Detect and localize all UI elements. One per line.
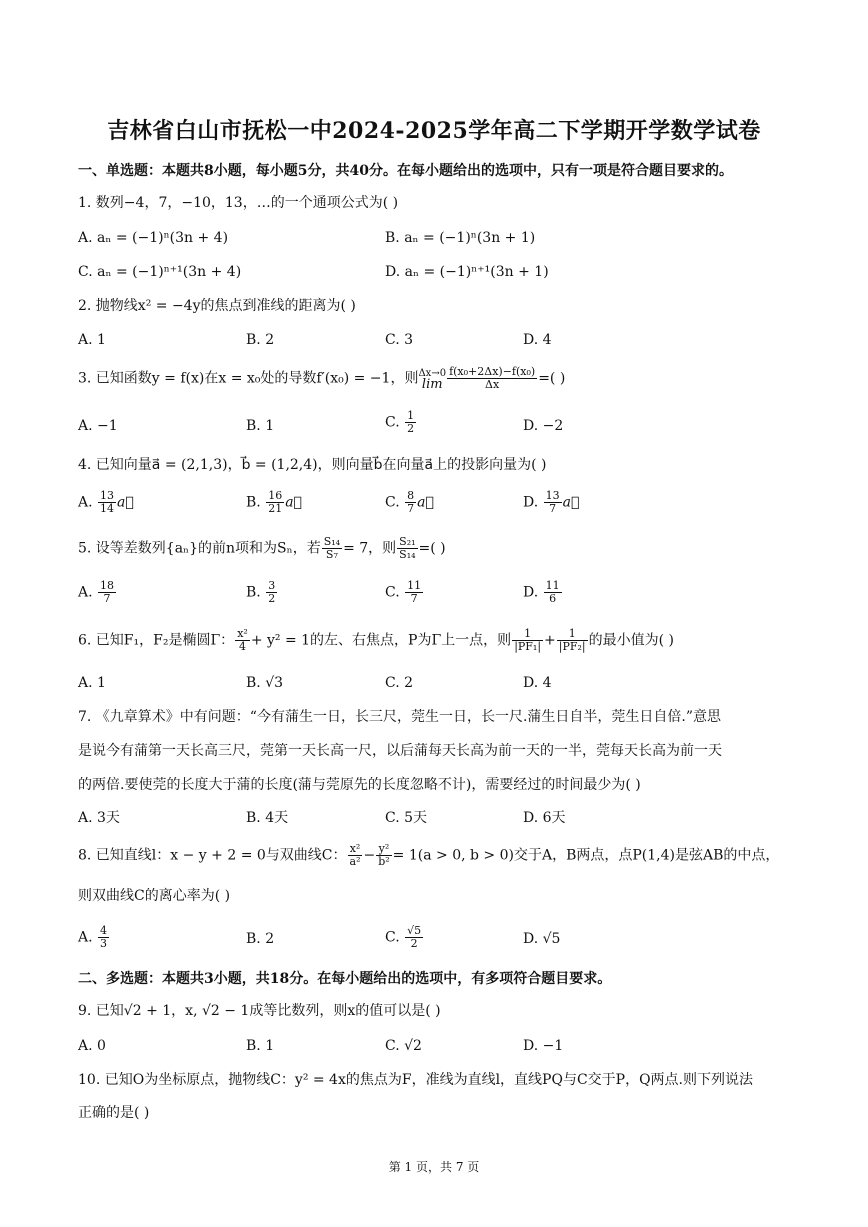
q7-line-2: 是说今有蒲第一天长高三尺，莞第一天长高一尺，以后蒲每天长高为前一天的一半，莞每天长高为前一天 <box>78 743 722 759</box>
q4-option-d: D. $\frac{13}{7}$ a⃗ <box>523 489 580 515</box>
q10-line-1: 10. 已知O为坐标原点，抛物线C：y² = 4x的焦点为F，准线为直线l，直线PQ与C交于P，Q两点.则下列说法 <box>78 1072 754 1088</box>
q9-stem: 9. 已知√2 + 1，x, √2 − 1成等比数列，则x的值可以是( ) <box>78 1003 441 1019</box>
q3-option-c: C. $\frac{1}{2}$ <box>385 409 415 435</box>
q9-option-a: A. 0 <box>78 1038 106 1054</box>
q1-option-a: A. aₙ = (−1)ⁿ(3n + 4) <box>78 230 229 246</box>
q8-option-a: A. $\frac{4}{3}$ <box>78 924 108 950</box>
q7-option-c: C. 5天 <box>385 810 428 826</box>
q1-stem: 1. 数列−4，7，−10，13，…的一个通项公式为( ) <box>78 195 399 211</box>
q3-option-d: D. −2 <box>523 418 564 434</box>
q5-option-b: B. $\frac{3}{2}$ <box>246 579 276 605</box>
q7-option-b: B. 4天 <box>246 810 289 826</box>
q7-line-3: 的两倍.要使莞的长度大于蒲的长度(蒲与莞原先的长度忽略不计)，需要经过的时间最少为( ) <box>78 777 641 793</box>
q4-option-b: B. $\frac{16}{21}$ a⃗ <box>246 489 302 515</box>
q3-stem-pre: 3. 已知函数y = f(x)在x = x₀处的导数f′(x₀) = −1，则 <box>78 370 419 387</box>
q7-line-1: 7. 《九章算术》中有问题：“今有蒲生一日，长三尺，莞生一日，长一尺.蒲生日自半，莞生日自倍.”意思 <box>78 709 722 725</box>
q2-option-d: D. 4 <box>523 332 552 348</box>
q3-option-b: B. 1 <box>246 418 275 434</box>
q4-option-c: C. $\frac{8}{7}$ a⃗ <box>385 489 434 515</box>
q4-stem: 4. 已知向量a⃗ = (2,1,3)，b⃗ = (1,2,4)，则向量b⃗在向量a⃗上的投影向量为( ) <box>78 457 547 473</box>
q7-option-a: A. 3天 <box>78 810 120 826</box>
q6-stem: 6. 已知F₁，F₂是椭圆Γ： $\frac{\text{x²}}{4}$ + y² = 1的左、右焦点，P为Γ上一点，则 $\frac{1}{\text{|PF₁|}}$ + $\frac{1}{\text{|PF₂|}}$ 的最小值为( ) <box>78 627 675 653</box>
q7-option-d: D. 6天 <box>523 810 566 826</box>
q1-option-d: D. aₙ = (−1)ⁿ⁺¹(3n + 1) <box>385 264 549 280</box>
q6-option-b: B. √3 <box>246 675 284 691</box>
q5-option-c: C. $\frac{11}{7}$ <box>385 579 422 605</box>
q2-option-c: C. 3 <box>385 332 414 348</box>
q2-option-a: A. 1 <box>78 332 106 348</box>
q9-option-c: C. √2 <box>385 1038 422 1054</box>
q9-option-b: B. 1 <box>246 1038 275 1054</box>
q3-fraction: $\frac{\text{f(x₀+2Δx)−f(x₀)}}{\Delta x}$ <box>449 365 536 391</box>
q1-option-c: C. aₙ = (−1)ⁿ⁺¹(3n + 4) <box>78 264 242 280</box>
q10-line-2: 正确的是( ) <box>78 1105 150 1121</box>
q8-option-c: C. $\frac{√5}{2}$ <box>385 924 422 950</box>
section-multi-choice: 二、多选题：本题共3小题，共18分。在每小题给出的选项中，有多项符合题目要求。 <box>78 971 612 987</box>
q3-stem <box>78 366 565 391</box>
q8-option-d: D. √5 <box>523 931 561 947</box>
q6-option-d: D. 4 <box>523 675 552 691</box>
q5-stem: 5. 设等差数列{aₙ}的前n项和为Sₙ，若 $\frac{\text{S₁₄}}{\text{S₇}}$ = 7，则 $\frac{\text{S₂₁}}{\text{S₁₄}}$ =( ) <box>78 535 446 561</box>
q5-option-d: D. $\frac{11}{6}$ <box>523 579 560 605</box>
page-footer: 第 1 页，共 7 页 <box>388 1160 480 1174</box>
q2-option-b: B. 2 <box>246 332 275 348</box>
section-single-choice: 一、单选题：本题共8小题，每小题5分，共40分。在每小题给出的选项中，只有一项是符合题目要求的。 <box>78 163 733 179</box>
q1-option-b: B. aₙ = (−1)ⁿ(3n + 1) <box>385 230 536 246</box>
q2-stem: 2. 抛物线x² = −4y的焦点到准线的距离为( ) <box>78 298 356 314</box>
q3-option-a: A. −1 <box>78 418 118 434</box>
q8-option-b: B. 2 <box>246 931 275 947</box>
q4-option-a: A. $\frac{13}{14}$ a⃗ <box>78 489 134 515</box>
q6-option-c: C. 2 <box>385 675 414 691</box>
q3-stem-post: =( ) <box>538 370 566 387</box>
q8-line-2: 则双曲线C的离心率为( ) <box>78 888 231 904</box>
q5-option-a: A. $\frac{18}{7}$ <box>78 579 115 605</box>
q6-option-a: A. 1 <box>78 675 106 691</box>
q3-limit: Δx→0 lim <box>418 367 447 392</box>
page-title: 吉林省白山市抚松一中2024-2025学年高二下学期开学数学试卷 <box>107 118 761 144</box>
q9-option-d: D. −1 <box>523 1038 564 1054</box>
q8-line-1: 8. 已知直线l：x − y + 2 = 0与双曲线C： $\frac{\text{x²}}{\text{a²}}$ − $\frac{\text{y²}}{\text{b²}}$ = 1(a > 0, b > 0)交于A，B两点，点P(1,4)是弦AB的中点， <box>78 842 780 868</box>
